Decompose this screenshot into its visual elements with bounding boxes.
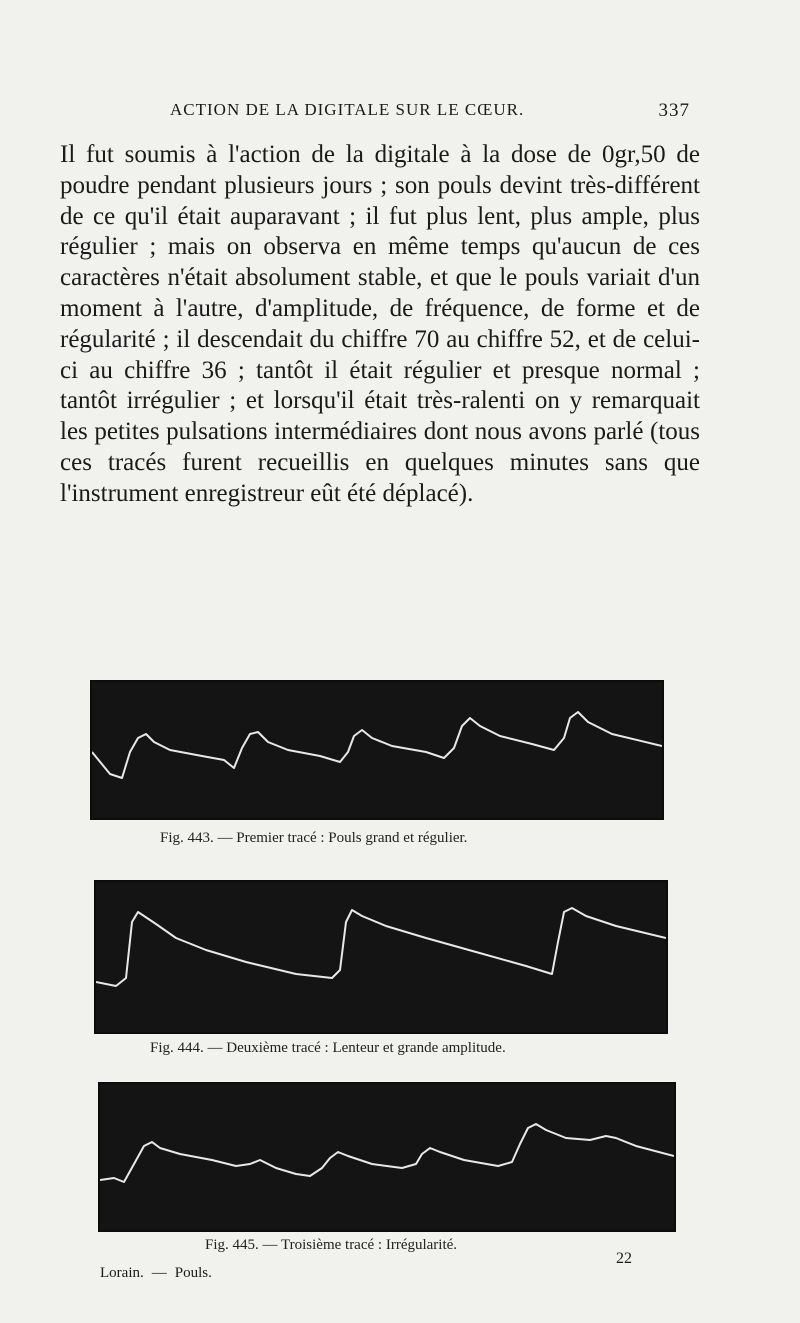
footer-signature-number: 22 [616,1250,632,1267]
page-header [170,100,690,130]
footer-author: Lorain. [100,1265,144,1281]
pulse-trace-444 [96,882,666,1032]
pulse-trace-figure-445 [100,1084,674,1230]
body-text [60,140,700,510]
pulse-trace-443 [92,682,662,818]
trace-line-443 [92,712,662,778]
footer-dash: — [151,1265,167,1281]
page-footer-signature-line [100,1265,212,1282]
running-title: ACTION DE LA DIGITALE SUR LE CŒUR. [170,100,525,119]
figure-caption-444: Fig. 444. — Deuxième tracé : Lenteur et grande amplitude. [150,1040,506,1056]
pulse-trace-figure-443 [92,682,662,818]
body-paragraph: Il fut soumis à l'action de la digitale à la dose de 0gr,50 de poudre pendant plusieurs jours ; son pouls devint très-différent de ce qu'il était auparavant ; il fut plus lent, plus ample, plus régulier ; mais on observa en même temps qu'aucun de ces caractères n'était absolument stable, et que le pouls variait d'un moment à l'autre, d'amplitude, de fréquence, de forme et de régularité ; il descendait du chiffre 70 au chiffre 52, et de celui-ci au chiffre 36 ; tantôt il était régulier et presque normal ; tantôt irrégulier ; et lorsqu'il était très-ralenti on y remarquait les petites pulsations intermédiaires dont nous avons parlé (tous ces tracés furent recueillis en quelques minutes sans que l'instrument enregistreur eût été déplacé). [60,141,700,507]
pulse-trace-445 [100,1084,674,1230]
figure-caption-445: Fig. 445. — Troisième tracé : Irrégularité. [205,1237,458,1253]
trace-line-444 [96,908,666,986]
page-number: 337 [658,100,690,121]
pulse-trace-figure-444 [96,882,666,1032]
trace-line-445 [100,1124,674,1182]
footer-subject: Pouls. [174,1265,212,1281]
figure-caption-443: Fig. 443. — Premier tracé : Pouls grand et régulier. [160,830,468,846]
